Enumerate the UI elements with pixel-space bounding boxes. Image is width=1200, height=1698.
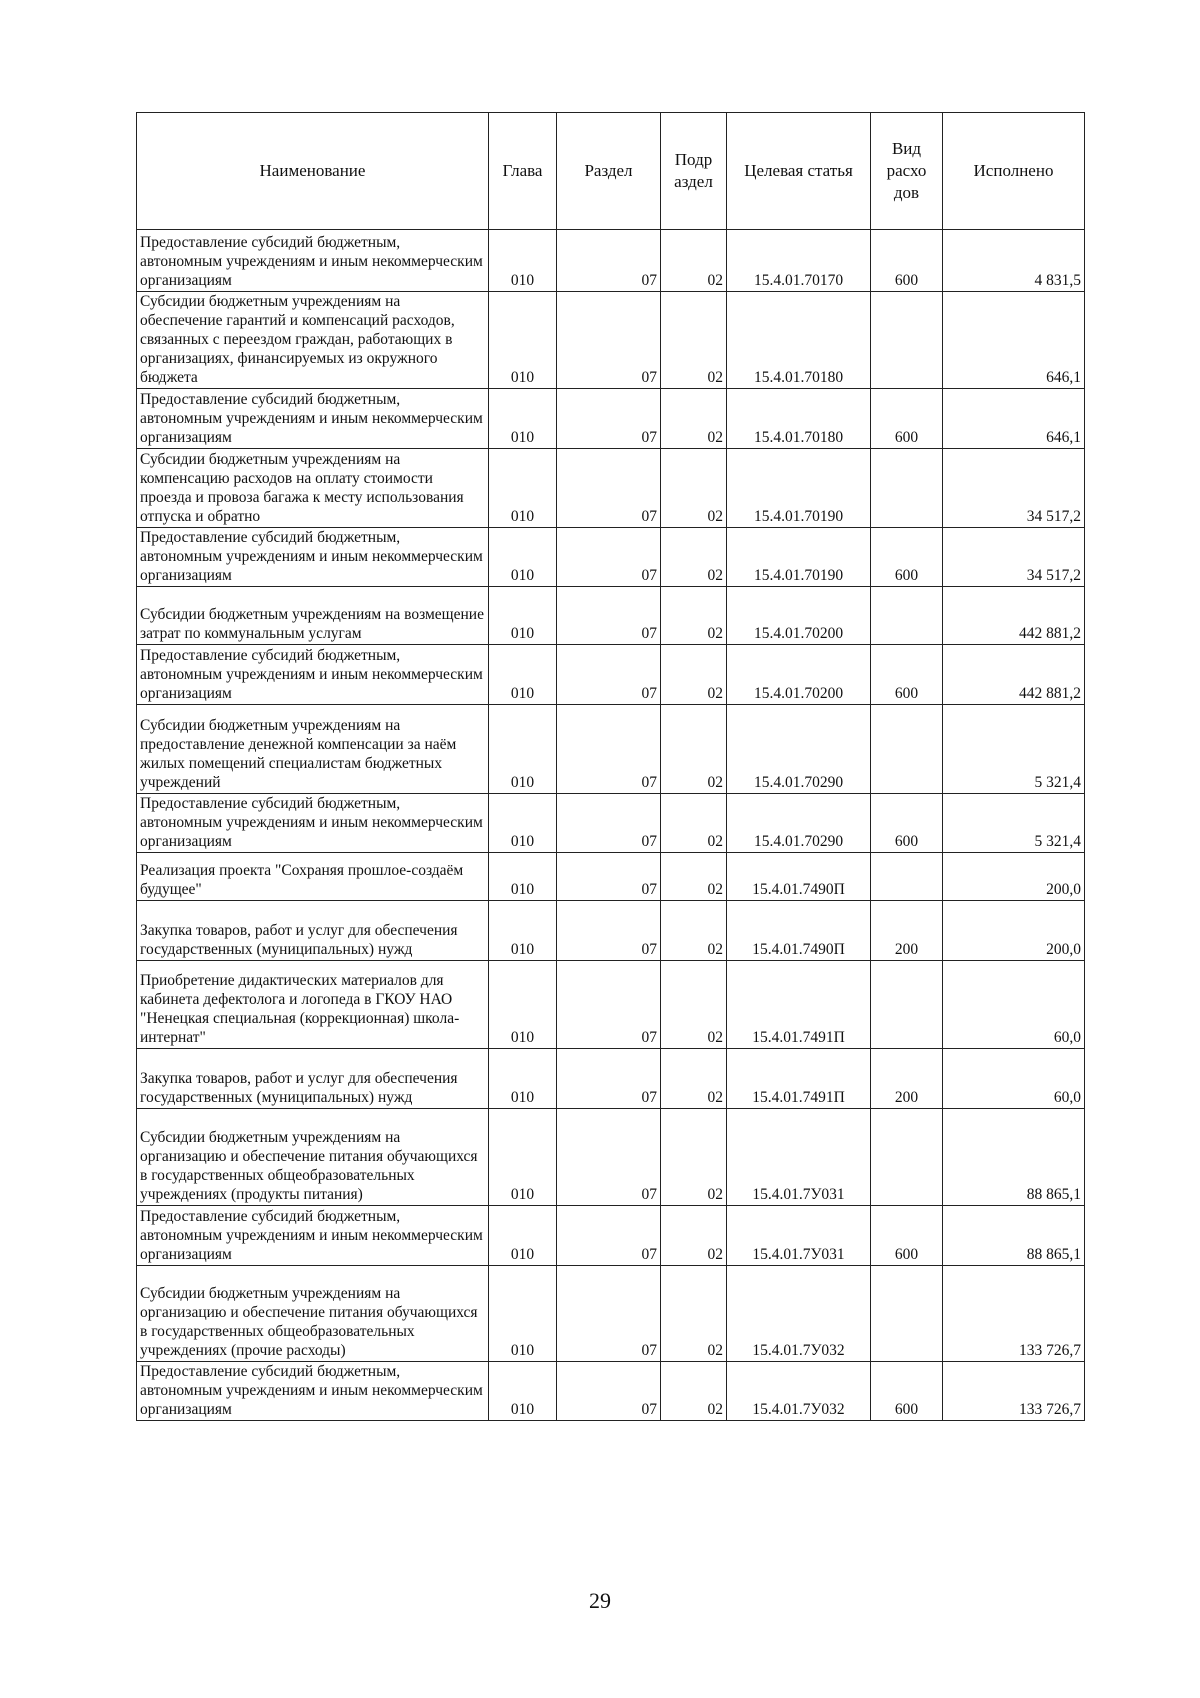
row-target-article: 15.4.01.7490П bbox=[727, 901, 871, 961]
row-subsection: 02 bbox=[661, 961, 727, 1049]
row-chapter: 010 bbox=[489, 1266, 557, 1362]
row-executed: 34 517,2 bbox=[943, 449, 1085, 528]
row-expense-type bbox=[871, 853, 943, 901]
table-row bbox=[137, 587, 1085, 645]
table-row bbox=[137, 292, 1085, 389]
row-executed: 34 517,2 bbox=[943, 528, 1085, 587]
row-expense-type: 600 bbox=[871, 230, 943, 292]
row-subsection: 02 bbox=[661, 705, 727, 794]
row-name: Предоставление субсидий бюджетным, автономным учреждениям и иным некоммерческим организациям bbox=[137, 230, 489, 292]
row-section: 07 bbox=[557, 1109, 661, 1206]
row-section: 07 bbox=[557, 1049, 661, 1109]
row-expense-type bbox=[871, 1109, 943, 1206]
row-executed: 133 726,7 bbox=[943, 1362, 1085, 1421]
table-row bbox=[137, 1109, 1085, 1206]
row-subsection: 02 bbox=[661, 645, 727, 705]
row-subsection: 02 bbox=[661, 1109, 727, 1206]
row-subsection: 02 bbox=[661, 230, 727, 292]
row-name: Предоставление субсидий бюджетным, автономным учреждениям и иным некоммерческим организациям bbox=[137, 528, 489, 587]
table-row bbox=[137, 1362, 1085, 1421]
row-subsection: 02 bbox=[661, 794, 727, 853]
row-expense-type bbox=[871, 961, 943, 1049]
row-executed: 200,0 bbox=[943, 901, 1085, 961]
row-name: Субсидии бюджетным учреждениям на обеспечение гарантий и компенсаций расходов, связанных с переездом граждан, работающих в организациях, финансируемых из окружного бюджета bbox=[137, 292, 489, 389]
row-chapter: 010 bbox=[489, 794, 557, 853]
row-section: 07 bbox=[557, 389, 661, 449]
row-target-article: 15.4.01.7490П bbox=[727, 853, 871, 901]
row-subsection: 02 bbox=[661, 901, 727, 961]
table-row bbox=[137, 1206, 1085, 1266]
row-expense-type bbox=[871, 1266, 943, 1362]
row-subsection: 02 bbox=[661, 449, 727, 528]
row-executed: 133 726,7 bbox=[943, 1266, 1085, 1362]
row-chapter: 010 bbox=[489, 705, 557, 794]
row-name: Предоставление субсидий бюджетным, автономным учреждениям и иным некоммерческим организациям bbox=[137, 794, 489, 853]
header-section: Раздел bbox=[557, 113, 661, 230]
row-chapter: 010 bbox=[489, 1206, 557, 1266]
row-name: Предоставление субсидий бюджетным, автономным учреждениям и иным некоммерческим организациям bbox=[137, 1362, 489, 1421]
row-section: 07 bbox=[557, 449, 661, 528]
row-expense-type: 600 bbox=[871, 1362, 943, 1421]
row-section: 07 bbox=[557, 528, 661, 587]
row-subsection: 02 bbox=[661, 389, 727, 449]
table-row bbox=[137, 389, 1085, 449]
row-expense-type bbox=[871, 705, 943, 794]
row-section: 07 bbox=[557, 794, 661, 853]
row-name: Закупка товаров, работ и услуг для обеспечения государственных (муниципальных) нужд bbox=[137, 901, 489, 961]
row-chapter: 010 bbox=[489, 1362, 557, 1421]
row-section: 07 bbox=[557, 705, 661, 794]
table-row bbox=[137, 853, 1085, 901]
header-subsection: Подр аздел bbox=[661, 113, 727, 230]
row-target-article: 15.4.01.7У032 bbox=[727, 1266, 871, 1362]
row-section: 07 bbox=[557, 1206, 661, 1266]
row-target-article: 15.4.01.70290 bbox=[727, 705, 871, 794]
row-executed: 60,0 bbox=[943, 961, 1085, 1049]
table-body bbox=[137, 230, 1085, 1421]
row-section: 07 bbox=[557, 1362, 661, 1421]
row-target-article: 15.4.01.70200 bbox=[727, 645, 871, 705]
table-row bbox=[137, 1266, 1085, 1362]
row-name: Закупка товаров, работ и услуг для обеспечения государственных (муниципальных) нужд bbox=[137, 1049, 489, 1109]
row-section: 07 bbox=[557, 1266, 661, 1362]
row-expense-type bbox=[871, 292, 943, 389]
row-section: 07 bbox=[557, 292, 661, 389]
row-name: Субсидии бюджетным учреждениям на организацию и обеспечение питания обучающихся в государственных общеобразовательных учреждениях (прочие расходы) bbox=[137, 1266, 489, 1362]
table-row bbox=[137, 794, 1085, 853]
header-chapter: Глава bbox=[489, 113, 557, 230]
row-target-article: 15.4.01.70170 bbox=[727, 230, 871, 292]
row-target-article: 15.4.01.70180 bbox=[727, 292, 871, 389]
row-target-article: 15.4.01.70200 bbox=[727, 587, 871, 645]
row-subsection: 02 bbox=[661, 1266, 727, 1362]
row-target-article: 15.4.01.70290 bbox=[727, 794, 871, 853]
table-row bbox=[137, 901, 1085, 961]
row-name: Субсидии бюджетным учреждениям на компенсацию расходов на оплату стоимости проезда и провоза багажа к месту использования отпуска и обратно bbox=[137, 449, 489, 528]
row-target-article: 15.4.01.7491П bbox=[727, 961, 871, 1049]
row-chapter: 010 bbox=[489, 528, 557, 587]
table-row bbox=[137, 705, 1085, 794]
header-executed: Исполнено bbox=[943, 113, 1085, 230]
row-chapter: 010 bbox=[489, 292, 557, 389]
row-chapter: 010 bbox=[489, 587, 557, 645]
row-section: 07 bbox=[557, 645, 661, 705]
table-row bbox=[137, 528, 1085, 587]
row-name: Субсидии бюджетным учреждениям на организацию и обеспечение питания обучающихся в государственных общеобразовательных учреждениях (продукты питания) bbox=[137, 1109, 489, 1206]
row-chapter: 010 bbox=[489, 1109, 557, 1206]
row-target-article: 15.4.01.7У031 bbox=[727, 1109, 871, 1206]
table-header-row bbox=[137, 113, 1085, 230]
row-name: Субсидии бюджетным учреждениям на предоставление денежной компенсации за наём жилых помещений специалистам бюджетных учреждений bbox=[137, 705, 489, 794]
row-executed: 4 831,5 bbox=[943, 230, 1085, 292]
row-executed: 646,1 bbox=[943, 389, 1085, 449]
page-number: 29 bbox=[589, 1588, 611, 1613]
row-chapter: 010 bbox=[489, 853, 557, 901]
row-target-article: 15.4.01.7У031 bbox=[727, 1206, 871, 1266]
row-name: Реализация проекта "Сохраняя прошлое-создаём будущее" bbox=[137, 853, 489, 901]
budget-expenditure-table bbox=[136, 112, 1085, 1421]
header-expense-type: Вид расхо дов bbox=[871, 113, 943, 230]
row-section: 07 bbox=[557, 961, 661, 1049]
row-executed: 442 881,2 bbox=[943, 587, 1085, 645]
row-subsection: 02 bbox=[661, 1362, 727, 1421]
row-expense-type: 600 bbox=[871, 528, 943, 587]
table-row bbox=[137, 961, 1085, 1049]
row-target-article: 15.4.01.70190 bbox=[727, 528, 871, 587]
row-target-article: 15.4.01.7У032 bbox=[727, 1362, 871, 1421]
row-name: Предоставление субсидий бюджетным, автономным учреждениям и иным некоммерческим организациям bbox=[137, 389, 489, 449]
row-expense-type: 600 bbox=[871, 1206, 943, 1266]
row-chapter: 010 bbox=[489, 901, 557, 961]
row-target-article: 15.4.01.70190 bbox=[727, 449, 871, 528]
row-subsection: 02 bbox=[661, 528, 727, 587]
row-section: 07 bbox=[557, 901, 661, 961]
row-executed: 5 321,4 bbox=[943, 705, 1085, 794]
row-expense-type: 600 bbox=[871, 794, 943, 853]
table-row bbox=[137, 230, 1085, 292]
row-chapter: 010 bbox=[489, 449, 557, 528]
row-subsection: 02 bbox=[661, 853, 727, 901]
row-section: 07 bbox=[557, 853, 661, 901]
header-target-article: Целевая статья bbox=[727, 113, 871, 230]
row-executed: 60,0 bbox=[943, 1049, 1085, 1109]
row-executed: 88 865,1 bbox=[943, 1206, 1085, 1266]
row-name: Приобретение дидактических материалов для кабинета дефектолога и логопеда в ГКОУ НАО "Ненецкая специальная (коррекционная) школа-интернат" bbox=[137, 961, 489, 1049]
row-subsection: 02 bbox=[661, 1049, 727, 1109]
row-chapter: 010 bbox=[489, 230, 557, 292]
row-chapter: 010 bbox=[489, 961, 557, 1049]
row-name: Предоставление субсидий бюджетным, автономным учреждениям и иным некоммерческим организациям bbox=[137, 645, 489, 705]
row-executed: 442 881,2 bbox=[943, 645, 1085, 705]
row-section: 07 bbox=[557, 230, 661, 292]
table-row bbox=[137, 449, 1085, 528]
header-name: Наименование bbox=[137, 113, 489, 230]
row-expense-type bbox=[871, 587, 943, 645]
row-target-article: 15.4.01.70180 bbox=[727, 389, 871, 449]
row-executed: 88 865,1 bbox=[943, 1109, 1085, 1206]
table-row bbox=[137, 1049, 1085, 1109]
table-row bbox=[137, 645, 1085, 705]
row-section: 07 bbox=[557, 587, 661, 645]
row-expense-type: 600 bbox=[871, 645, 943, 705]
row-executed: 646,1 bbox=[943, 292, 1085, 389]
row-expense-type: 600 bbox=[871, 389, 943, 449]
row-chapter: 010 bbox=[489, 389, 557, 449]
row-name: Субсидии бюджетным учреждениям на возмещение затрат по коммунальным услугам bbox=[137, 587, 489, 645]
row-name: Предоставление субсидий бюджетным, автономным учреждениям и иным некоммерческим организациям bbox=[137, 1206, 489, 1266]
row-chapter: 010 bbox=[489, 645, 557, 705]
row-expense-type bbox=[871, 449, 943, 528]
row-executed: 200,0 bbox=[943, 853, 1085, 901]
row-subsection: 02 bbox=[661, 1206, 727, 1266]
row-subsection: 02 bbox=[661, 587, 727, 645]
row-subsection: 02 bbox=[661, 292, 727, 389]
row-expense-type: 200 bbox=[871, 1049, 943, 1109]
row-target-article: 15.4.01.7491П bbox=[727, 1049, 871, 1109]
row-executed: 5 321,4 bbox=[943, 794, 1085, 853]
row-chapter: 010 bbox=[489, 1049, 557, 1109]
row-expense-type: 200 bbox=[871, 901, 943, 961]
